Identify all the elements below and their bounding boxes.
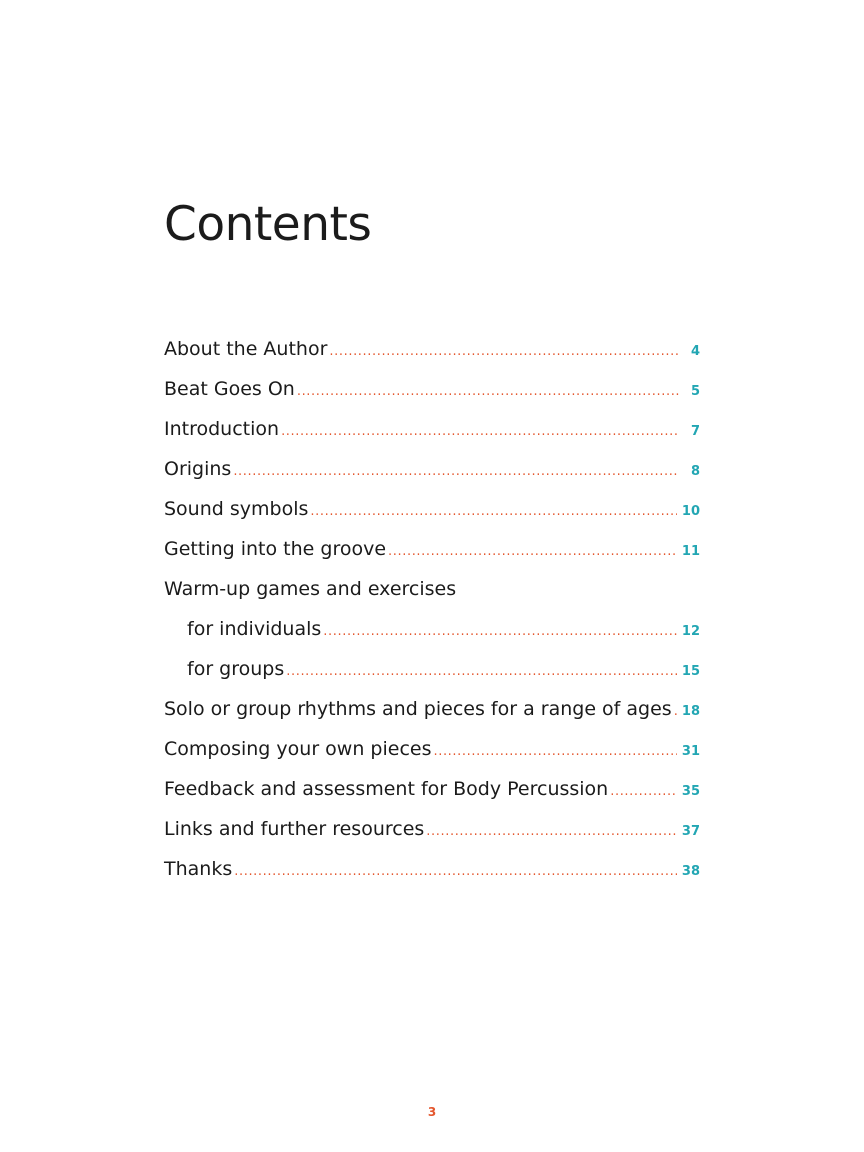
toc-leader-dots [388,532,677,572]
toc-entry-page: 37 [681,824,700,839]
toc-leader-dots [233,452,679,492]
toc-leader-dots [281,412,679,452]
toc-subentry[interactable] [164,609,700,649]
toc-leader-dots [323,612,677,652]
toc-leader-dots [674,692,677,732]
toc-entry-page: 8 [690,464,700,479]
toc-entry-page: 11 [681,544,700,559]
toc-entry-title: Introduction [164,418,280,440]
toc-entry[interactable] [164,329,700,369]
toc-leader-dots [286,652,677,692]
toc-entry[interactable] [164,369,700,409]
toc-entry[interactable] [164,769,700,809]
toc-entry-page: 38 [681,864,700,879]
toc-leader-dots [433,732,676,772]
toc-entry[interactable] [164,809,700,849]
toc-entry-title: Beat Goes On [164,378,295,400]
toc-section-heading [164,569,700,609]
toc-entry-title: for individuals [187,618,322,640]
toc-entry[interactable] [164,449,700,489]
toc-entry[interactable] [164,729,700,769]
toc-entry-title: for groups [187,658,285,680]
toc-subentry[interactable] [164,649,700,689]
toc-entry[interactable] [164,529,700,569]
toc-entry-title: Thanks [164,858,233,880]
page-number: 3 [427,1105,437,1119]
toc-entry-page: 4 [690,344,700,359]
toc-entry[interactable] [164,409,700,449]
toc-entry-page: 5 [690,384,700,399]
toc-entry-title: About the Author [164,338,328,360]
toc-entry[interactable] [164,849,700,889]
toc-entry-title: Feedback and assessment for Body Percussion [164,778,609,800]
page-title: Contents [164,197,372,252]
toc-entry-title: Warm-up games and exercises [164,578,457,600]
toc-leader-dots [234,852,677,892]
toc-entry-title: Origins [164,458,232,480]
toc-entry-page: 35 [681,784,700,799]
toc-entry[interactable] [164,489,700,529]
toc-entry-page: 18 [681,704,700,719]
toc-entry-page: 12 [681,624,700,639]
table-of-contents [164,329,700,889]
toc-entry-title: Sound symbols [164,498,309,520]
toc-entry-title: Composing your own pieces [164,738,432,760]
toc-entry-page: 7 [690,424,700,439]
toc-leader-dots [297,372,679,412]
toc-entry-page: 15 [681,664,700,679]
toc-entry[interactable] [164,689,700,729]
toc-leader-dots [329,332,679,372]
toc-leader-dots [610,772,677,812]
toc-entry-title: Solo or group rhythms and pieces for a range of ages [164,698,672,720]
toc-entry-page: 31 [681,744,700,759]
toc-entry-title: Getting into the groove [164,538,387,560]
toc-entry-title: Links and further resources [164,818,425,840]
toc-leader-dots [310,492,677,532]
toc-entry-page: 10 [681,504,700,519]
toc-leader-dots [426,812,677,852]
